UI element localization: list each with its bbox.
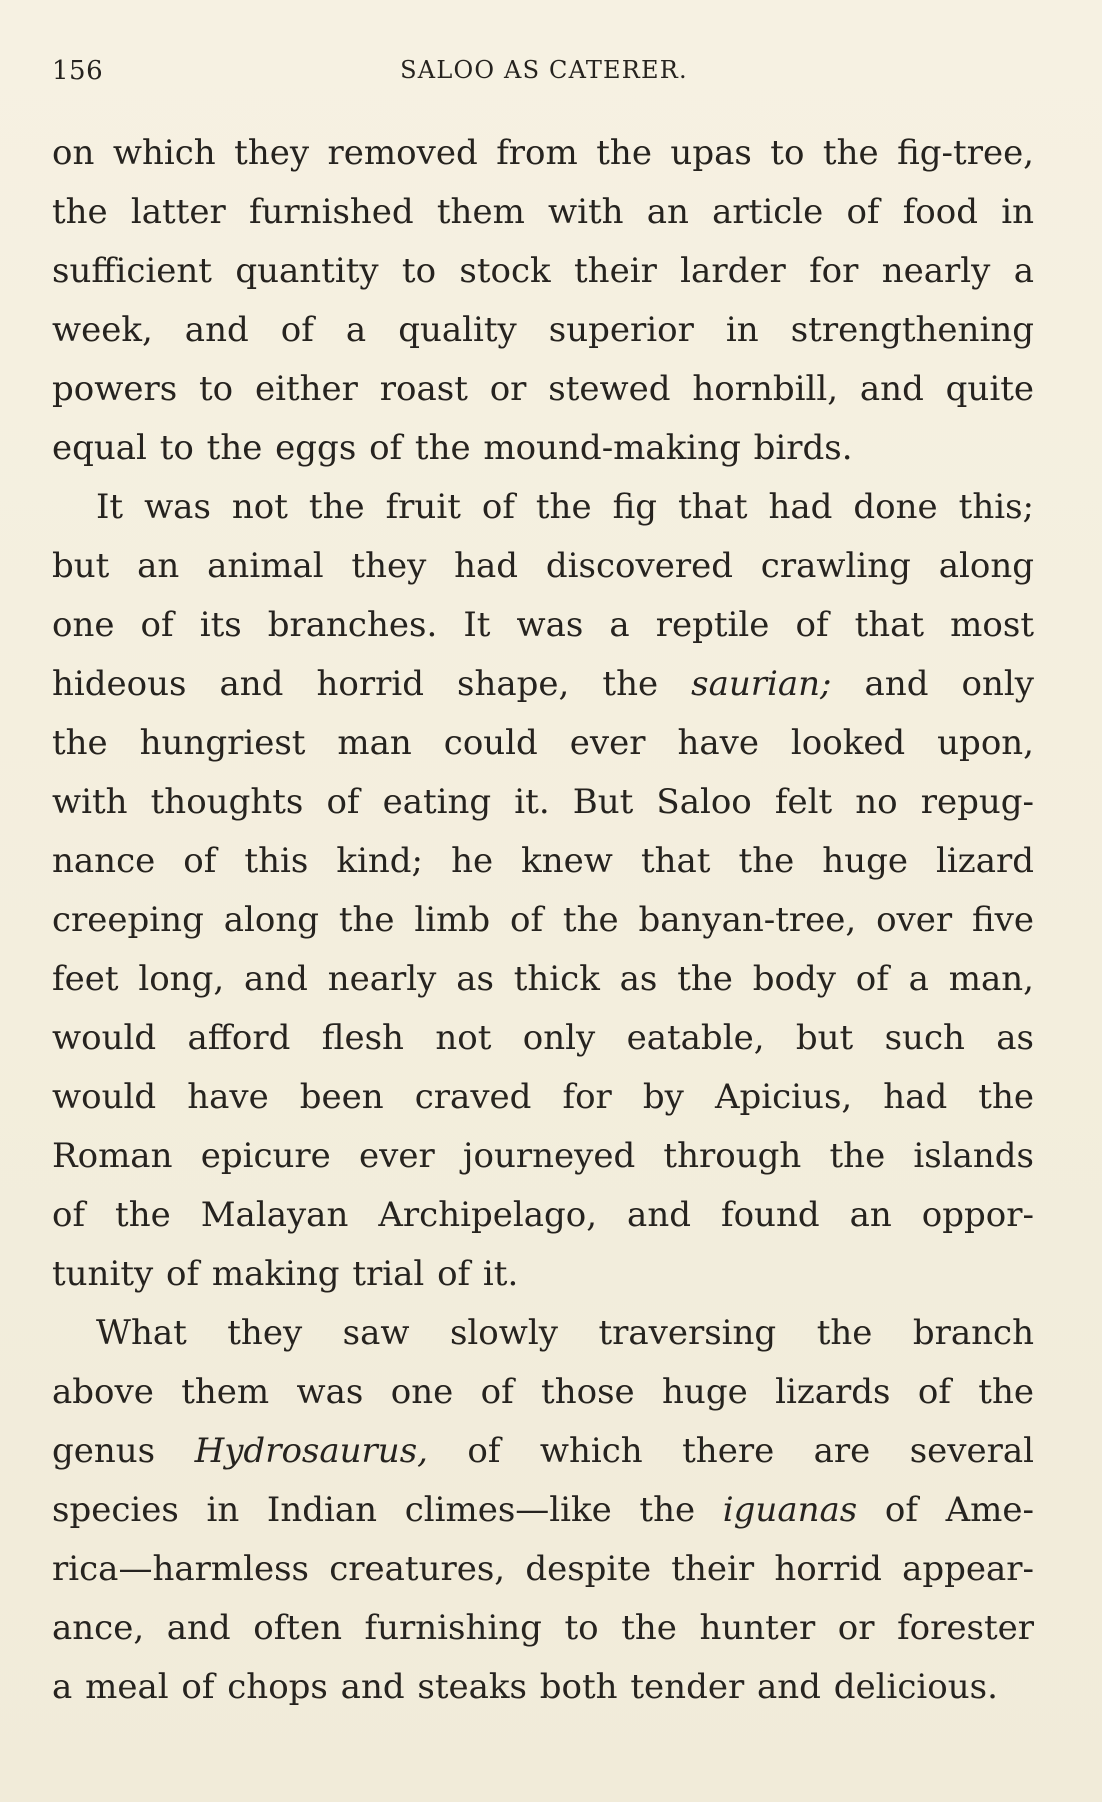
text-line [52, 1068, 1034, 1127]
text-line [52, 655, 1034, 714]
text-segment: genus [52, 1431, 195, 1471]
text-line [52, 242, 1034, 301]
text-line [52, 1009, 1034, 1068]
text-line [52, 950, 1034, 1009]
text-line [52, 832, 1034, 891]
text-segment: of which there are several [427, 1431, 1035, 1471]
text-segment: sufficient quantity to stock their larder for nearly a [52, 251, 1034, 291]
text-segment: It was not the fruit of the fig that had done this; [96, 487, 1034, 527]
text-segment: one of its branches. It was a reptile of that most [52, 605, 1034, 645]
text-line [52, 183, 1034, 242]
text-line [52, 301, 1034, 360]
text-segment: with thoughts of eating it. But Saloo felt no repug- [52, 782, 1034, 822]
text-line [52, 1245, 1034, 1304]
italic-term-iguanas: iguanas [722, 1490, 858, 1530]
running-title: SALOO AS CATERER. [400, 56, 688, 84]
text-segment: species in Indian climes—like the [52, 1490, 723, 1530]
text-segment: powers to either roast or stewed hornbill, and quite [52, 369, 1034, 409]
text-segment: a meal of chops and steaks both tender and delicious. [52, 1667, 998, 1707]
text-line [52, 714, 1034, 773]
text-segment: but an animal they had discovered crawling along [52, 546, 1034, 586]
running-head [52, 56, 1036, 96]
text-line [52, 478, 1034, 537]
text-segment: equal to the eggs of the mound-making birds. [52, 428, 853, 468]
text-line [52, 1363, 1034, 1422]
page-number: 156 [52, 56, 104, 86]
text-segment: tunity of making trial of it. [52, 1254, 519, 1294]
text-line [52, 360, 1034, 419]
text-line [52, 124, 1034, 183]
text-segment: Roman epicure ever journeyed through the islands [52, 1136, 1034, 1176]
text-segment: would afford flesh not only eatable, but such as [52, 1018, 1034, 1058]
text-segment: of Ame- [857, 1490, 1034, 1530]
italic-term-saurian: saurian; [691, 664, 832, 704]
text-segment: nance of this kind; he knew that the huge lizard [52, 841, 1034, 881]
text-segment: the latter furnished them with an article of food in [52, 192, 1034, 232]
italic-term-hydrosaurus: Hydrosaurus, [194, 1431, 428, 1471]
text-segment: would have been craved for by Apicius, had the [52, 1077, 1034, 1117]
text-line [52, 773, 1034, 832]
text-line [52, 1304, 1034, 1363]
text-line [52, 1599, 1034, 1658]
text-line [52, 1127, 1034, 1186]
text-segment: hideous and horrid shape, the [52, 664, 692, 704]
text-segment: rica—harmless creatures, despite their horrid appear- [52, 1549, 1034, 1589]
text-segment: What they saw slowly traversing the branch [96, 1313, 1034, 1353]
text-line [52, 1658, 1034, 1717]
text-line [52, 537, 1034, 596]
text-line [52, 1422, 1034, 1481]
body-text [52, 124, 1034, 1717]
text-line [52, 419, 1034, 478]
text-line [52, 1481, 1034, 1540]
text-segment: on which they removed from the upas to the fig-tree, [52, 133, 1034, 173]
text-segment: creeping along the limb of the banyan-tree, over five [52, 900, 1034, 940]
text-line [52, 891, 1034, 950]
text-line [52, 596, 1034, 655]
text-segment: feet long, and nearly as thick as the body of a man, [52, 959, 1034, 999]
text-segment: the hungriest man could ever have looked upon, [52, 723, 1034, 763]
text-segment: ance, and often furnishing to the hunter or forester [52, 1608, 1034, 1648]
text-segment: above them was one of those huge lizards of the [52, 1372, 1034, 1412]
text-line [52, 1186, 1034, 1245]
text-line [52, 1540, 1034, 1599]
text-segment: of the Malayan Archipelago, and found an oppor- [52, 1195, 1034, 1235]
text-segment: week, and of a quality superior in strengthening [52, 310, 1034, 350]
text-segment: and only [831, 664, 1034, 704]
